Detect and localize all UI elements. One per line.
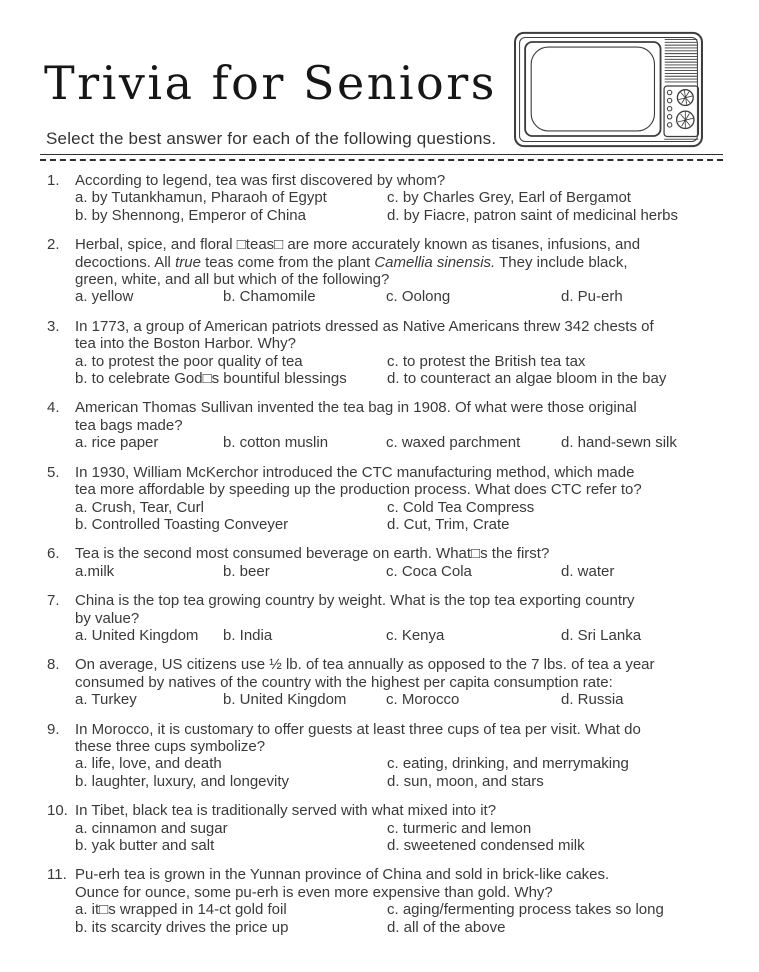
option-c: c. waxed parchment: [386, 434, 521, 452]
question-number: 1.: [47, 172, 60, 189]
question-body: [75, 656, 725, 708]
option-b: b. United Kingdom: [223, 691, 347, 709]
question-text: According to legend, tea was first discovered by whom?: [75, 172, 446, 189]
page-subtitle: Select the best answer for each of the following questions.: [46, 129, 497, 148]
question-text: On average, US citizens use ½ lb. of tea annually as opposed to the 7 lbs. of tea a year: [75, 656, 655, 674]
option-b: b. India: [223, 626, 273, 644]
option-a: a. by Tutankhamun, Pharaoh of Egypt: [75, 189, 327, 207]
question-body: [75, 464, 725, 534]
option-c: c. to protest the British tea tax: [387, 352, 586, 370]
option-d: d. Cut, Trim, Crate: [387, 515, 510, 533]
page-title: Trivia for Seniors: [44, 56, 497, 110]
option-c: c. aging/fermenting process takes so long: [387, 901, 664, 919]
question-body: [75, 545, 725, 580]
question-number: 7.: [47, 592, 60, 610]
options-grid: [75, 755, 725, 790]
question-11: [47, 866, 725, 936]
question-text: green, white, and all but which of the following?: [75, 271, 390, 289]
question-body: [75, 318, 725, 388]
question-3: [47, 318, 725, 388]
option-a: a.milk: [75, 562, 115, 580]
question-text: tea into the Boston Harbor. Why?: [75, 335, 296, 353]
option-a: a. life, love, and death: [75, 755, 222, 773]
question-text: by value?: [75, 609, 140, 627]
question-text: American Thomas Sullivan invented the tea bag in 1908. Of what were those original: [75, 399, 637, 417]
text-segment: They include black,: [495, 253, 628, 271]
question-1: [47, 172, 725, 224]
option-d: d. Russia: [561, 691, 624, 709]
question-text: In 1773, a group of American patriots dressed as Native Americans threw 342 chests of: [75, 317, 654, 335]
question-number: 3.: [47, 317, 60, 335]
option-b: b. to celebrate God□s bountiful blessings: [75, 370, 347, 388]
question-5: [47, 464, 725, 534]
text-segment: teas come from the plant: [200, 253, 375, 271]
option-d: d. sun, moon, and stars: [387, 772, 544, 790]
question-text: tea more affordable by speeding up the production process. What does CTC refer to?: [75, 481, 642, 499]
options-grid: [75, 499, 725, 534]
header-divider: [40, 154, 723, 161]
option-d: d. hand-sewn silk: [561, 434, 677, 452]
question-text: In 1930, William McKerchor introduced the CTC manufacturing method, which made: [75, 463, 635, 481]
question-body: [75, 802, 725, 854]
option-b: b. Controlled Toasting Conveyer: [75, 515, 289, 533]
question-8: [47, 656, 725, 708]
question-number: 11.: [47, 866, 67, 884]
question-text: In Morocco, it is customary to offer guests at least three cups of tea per visit. What do: [75, 720, 641, 738]
question-number: 6.: [47, 545, 60, 563]
options-grid: [75, 901, 725, 936]
option-b: b. Chamomile: [223, 288, 316, 306]
options-grid: [75, 288, 725, 305]
question-body: [75, 236, 725, 306]
option-d: d. by Fiacre, patron saint of medicinal herbs: [387, 206, 678, 224]
options-grid: [75, 353, 725, 388]
option-a: a. to protest the poor quality of tea: [75, 352, 303, 370]
option-b: b. yak butter and salt: [75, 837, 215, 854]
option-a: a. Turkey: [75, 691, 137, 709]
question-body: [75, 399, 725, 451]
question-text: tea bags made?: [75, 416, 183, 434]
option-d: d. Pu-erh: [561, 288, 623, 306]
question-text: Herbal, spice, and floral □teas□ are more accurately known as tisanes, infusions, and: [75, 236, 641, 254]
question-4: [47, 399, 725, 451]
options-grid: [75, 434, 725, 451]
question-text: these three cups symbolize?: [75, 737, 266, 755]
question-text: China is the top tea growing country by weight. What is the top tea exporting country: [75, 592, 635, 610]
option-c: c. turmeric and lemon: [387, 819, 532, 837]
option-b: b. cotton muslin: [223, 434, 329, 452]
question-number: 2.: [47, 236, 60, 254]
option-c: c. Coca Cola: [386, 562, 472, 580]
option-b: b. laughter, luxury, and longevity: [75, 772, 290, 790]
option-b: b. by Shennong, Emperor of China: [75, 206, 306, 224]
question-text: consumed by natives of the country with the highest per capita consumption rate:: [75, 673, 613, 691]
option-b: b. its scarcity drives the price up: [75, 918, 289, 936]
option-d: d. sweetened condensed milk: [387, 837, 585, 854]
option-c: c. Kenya: [386, 626, 445, 644]
question-text: Tea is the second most consumed beverage on earth. What□s the first?: [75, 545, 550, 563]
options-grid: [75, 691, 725, 708]
question-body: [75, 592, 725, 644]
option-c: c. Cold Tea Compress: [387, 498, 535, 516]
option-a: a. United Kingdom: [75, 626, 199, 644]
text-segment: decoctions. All: [75, 253, 176, 271]
question-10: [47, 802, 725, 854]
italic-text: true: [175, 253, 201, 271]
question-number: 10.: [47, 802, 68, 820]
question-number: 4.: [47, 399, 60, 417]
option-c: c. eating, drinking, and merrymaking: [387, 755, 629, 773]
option-a: a. rice paper: [75, 434, 159, 452]
options-grid: [75, 820, 725, 855]
question-number: 5.: [47, 463, 60, 481]
question-text: In Tibet, black tea is traditionally served with what mixed into it?: [75, 802, 497, 820]
italic-text: Camellia sinensis.: [374, 253, 496, 271]
question-2: [47, 236, 725, 306]
question-body: [75, 866, 725, 936]
question-6: [47, 545, 725, 580]
option-d: d. to counteract an algae bloom in the bay: [387, 370, 667, 388]
question-9: [47, 721, 725, 791]
question-text: Ounce for ounce, some pu-erh is even more expensive than gold. Why?: [75, 883, 553, 901]
option-c: c. by Charles Grey, Earl of Bergamot: [387, 189, 631, 207]
question-text: [75, 254, 725, 271]
option-b: b. beer: [223, 562, 270, 580]
options-grid: [75, 189, 725, 224]
option-a: a. Crush, Tear, Curl: [75, 498, 204, 516]
option-d: d. all of the above: [387, 918, 506, 936]
option-a: a. it□s wrapped in 14-ct gold foil: [75, 901, 287, 919]
question-text: Pu-erh tea is grown in the Yunnan province of China and sold in brick-like cakes.: [75, 866, 610, 884]
question-number: 8.: [47, 656, 60, 674]
option-a: a. cinnamon and sugar: [75, 819, 228, 837]
option-d: d. Sri Lanka: [561, 626, 642, 644]
question-number: 9.: [47, 720, 60, 738]
question-list: [47, 172, 725, 948]
option-c: c. Oolong: [386, 288, 451, 306]
option-c: c. Morocco: [386, 691, 460, 709]
question-7: [47, 592, 725, 644]
question-body: [75, 721, 725, 791]
option-a: a. yellow: [75, 288, 134, 306]
options-grid: [75, 627, 725, 644]
question-body: [75, 172, 725, 224]
options-grid: [75, 563, 725, 580]
vintage-tv-icon: [513, 30, 705, 150]
option-d: d. water: [561, 562, 615, 580]
